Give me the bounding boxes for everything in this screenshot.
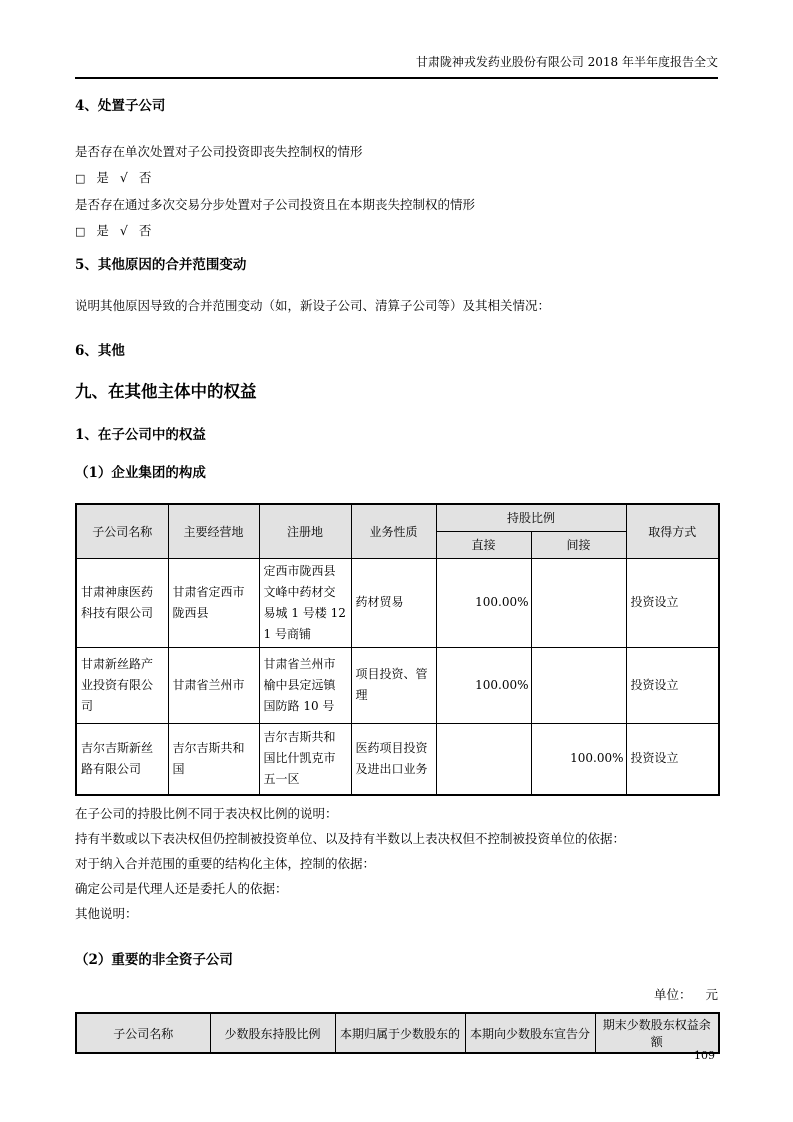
single-disposal-answer — [75, 170, 718, 186]
checkbox-unchecked-icon: □ — [75, 172, 86, 185]
cell-direct-ratio: 100.00% — [436, 558, 531, 647]
cell-acquisition-method: 投资设立 — [626, 723, 719, 795]
cell-registered-location: 甘肃省兰州市榆中县定远镇国防路 10 号 — [259, 647, 351, 723]
check-mark-icon: √ — [119, 170, 128, 185]
note-control-basis: 持有半数或以下表决权但仍控制被投资单位、以及持有半数以上表决权但不控制被投资单位的依据： — [75, 831, 626, 846]
stepwise-disposal-answer — [75, 223, 718, 239]
note-voting-ratio: 在子公司的持股比例不同于表决权比例的说明： — [75, 806, 338, 821]
cell-acquisition-method: 投资设立 — [626, 647, 719, 723]
no-label: 否 — [138, 223, 152, 238]
col-header-main-location: 主要经营地 — [168, 504, 259, 558]
col-header-minority-pl: 本期归属于少数股东的 — [335, 1013, 465, 1053]
check-mark-icon: √ — [119, 223, 128, 238]
col-header-direct: 直接 — [436, 531, 531, 558]
col-header-subsidiary-name: 子公司名称 — [76, 504, 168, 558]
cell-indirect-ratio: 100.00% — [531, 723, 626, 795]
cell-indirect-ratio — [531, 647, 626, 723]
cell-registered-location: 吉尔吉斯共和国比什凯克市五一区 — [259, 723, 351, 795]
unit-value: 元 — [705, 987, 718, 1002]
heading-other-scope-changes: 5、其他原因的合并范围变动 — [75, 257, 247, 273]
subsidiary-notes — [75, 806, 718, 921]
cell-acquisition-method: 投资设立 — [626, 558, 719, 647]
heading-non-wholly-owned: （2）重要的非全资子公司 — [75, 952, 233, 968]
report-header-title: 甘肃陇神戎发药业股份有限公司 2018 年半年度报告全文 — [415, 55, 718, 69]
unit-line — [75, 987, 718, 1002]
unit-label: 单位： — [653, 987, 692, 1002]
yes-label: 是 — [96, 223, 109, 238]
table-row — [76, 558, 719, 647]
report-header — [75, 55, 718, 79]
heading-interests-in-subsidiaries: 1、在子公司中的权益 — [75, 427, 206, 443]
cell-main-location: 吉尔吉斯共和国 — [168, 723, 259, 795]
col-header-minority-equity: 期末少数股东权益余额 — [595, 1013, 719, 1053]
heading-disposal-subsidiaries: 4、处置子公司 — [75, 98, 166, 114]
cell-subsidiary-name: 甘肃神康医药科技有限公司 — [76, 558, 168, 647]
table-row — [76, 647, 719, 723]
other-scope-changes-note: 说明其他原因导致的合并范围变动（如，新设子公司、清算子公司等）及其相关情况： — [75, 298, 551, 313]
checkbox-unchecked-icon: □ — [75, 225, 86, 238]
cell-indirect-ratio — [531, 558, 626, 647]
col-header-shareholding-ratio: 持股比例 — [436, 504, 626, 531]
non-wholly-owned-table — [75, 1012, 720, 1054]
col-header-business-nature: 业务性质 — [351, 504, 436, 558]
cell-main-location: 甘肃省定西市陇西县 — [168, 558, 259, 647]
col-header-registered-location: 注册地 — [259, 504, 351, 558]
heading-other: 6、其他 — [75, 343, 125, 359]
cell-direct-ratio — [436, 723, 531, 795]
yes-label: 是 — [96, 170, 109, 185]
cell-main-location: 甘肃省兰州市 — [168, 647, 259, 723]
cell-subsidiary-name: 吉尔吉斯新丝路有限公司 — [76, 723, 168, 795]
note-agent-principal: 确定公司是代理人还是委托人的依据： — [75, 881, 288, 896]
cell-registered-location: 定西市陇西县文峰中药材交易城 1 号楼 121 号商铺 — [259, 558, 351, 647]
table-row — [76, 723, 719, 795]
cell-business-nature: 医药项目投资及进出口业务 — [351, 723, 436, 795]
cell-subsidiary-name: 甘肃新丝路产业投资有限公司 — [76, 647, 168, 723]
heading-interests-in-other-entities: 九、在其他主体中的权益 — [75, 382, 257, 401]
page-number: 109 — [694, 1049, 715, 1062]
note-other: 其他说明： — [75, 906, 138, 921]
col-header-minority-ratio: 少数股东持股比例 — [210, 1013, 335, 1053]
col-header-minority-dividend: 本期向少数股东宣告分 — [465, 1013, 595, 1053]
col-header-acquisition-method: 取得方式 — [626, 504, 719, 558]
cell-direct-ratio: 100.00% — [436, 647, 531, 723]
stepwise-disposal-question: 是否存在通过多次交易分步处置对子公司投资且在本期丧失控制权的情形 — [75, 197, 476, 212]
group-composition-table — [75, 503, 720, 796]
single-disposal-question: 是否存在单次处置对子公司投资即丧失控制权的情形 — [75, 144, 363, 159]
col-header-indirect: 间接 — [531, 531, 626, 558]
no-label: 否 — [138, 170, 152, 185]
heading-group-composition: （1）企业集团的构成 — [75, 465, 206, 481]
cell-business-nature: 项目投资、管理 — [351, 647, 436, 723]
col-header-subsidiary-name: 子公司名称 — [76, 1013, 210, 1053]
cell-business-nature: 药材贸易 — [351, 558, 436, 647]
note-structured-entities: 对于纳入合并范围的重要的结构化主体，控制的依据： — [75, 856, 376, 871]
